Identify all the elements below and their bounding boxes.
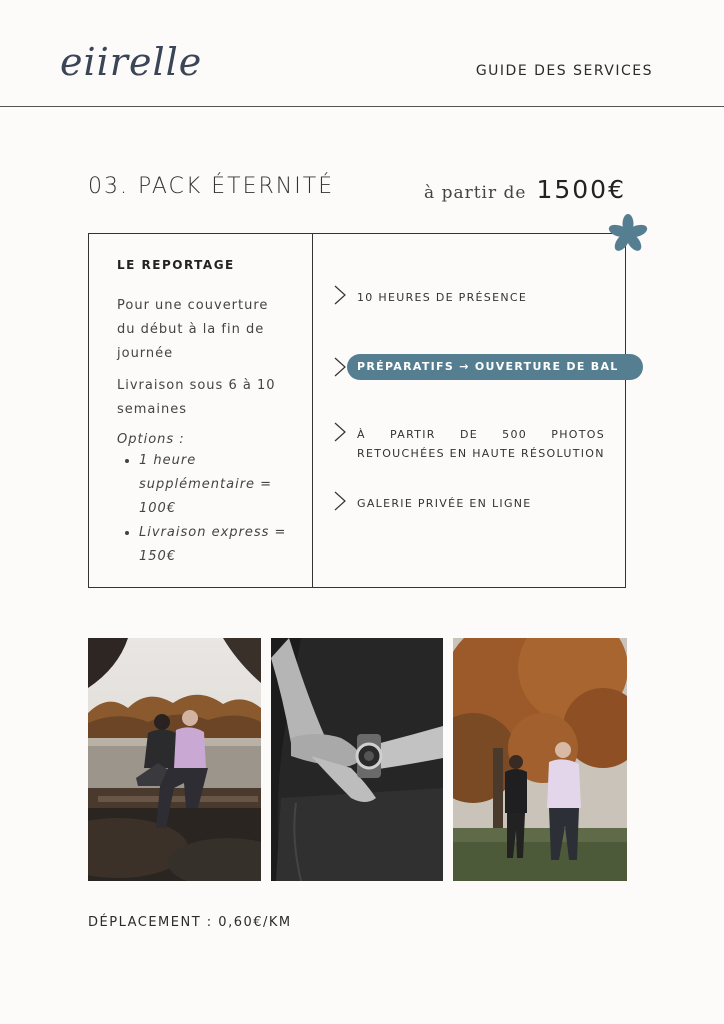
- option-item: • Livraison express = 150€: [139, 521, 292, 569]
- chevron-right-icon: [333, 491, 347, 511]
- document-title: GUIDE DES SERVICES: [475, 63, 653, 79]
- package-details-box: [88, 233, 626, 588]
- reportage-column: [117, 258, 292, 569]
- options-label: Options :: [117, 432, 185, 447]
- reportage-title: LE REPORTAGE: [117, 258, 235, 272]
- feature-highlight-pill: PRÉPARATIFS → OUVERTURE DE BAL: [347, 354, 643, 380]
- travel-fee-note: DÉPLACEMENT : 0,60€/KM: [88, 915, 292, 930]
- chevron-right-icon: [333, 357, 347, 377]
- feature-item: [333, 288, 609, 307]
- flower-icon: [608, 214, 648, 254]
- feature-text: À PARTIR DE 500 PHOTOS RETOUCHÉES EN HAUTE RÉSOLUTION: [357, 428, 605, 460]
- chevron-right-icon: [333, 285, 347, 305]
- coverage-text: Pour une couverture du début à la fin de journée: [117, 298, 269, 361]
- photo-couple-walking: [453, 638, 627, 881]
- price-value: 1500€: [536, 175, 626, 204]
- feature-text: 10 HEURES DE PRÉSENCE: [357, 291, 528, 304]
- reportage-description: [117, 294, 292, 422]
- price-line: [424, 175, 626, 204]
- feature-text: GALERIE PRIVÉE EN LIGNE: [357, 497, 532, 510]
- chevron-right-icon: [333, 422, 347, 442]
- photo-couple-dock: [88, 638, 261, 881]
- photo-hands-watch: [271, 638, 443, 881]
- column-divider: [312, 234, 313, 587]
- feature-item-highlight: [333, 354, 619, 380]
- brand-logo: eiirelle: [60, 40, 203, 84]
- feature-item: [333, 425, 609, 463]
- header-divider: [0, 106, 724, 107]
- feature-item: [333, 494, 609, 513]
- option-item: • 1 heure supplémentaire = 100€: [139, 449, 292, 521]
- options-list: [117, 449, 292, 569]
- delivery-text: Livraison sous 6 à 10 semaines: [117, 378, 276, 417]
- pack-title: 03. PACK ÉTERNITÉ: [88, 174, 335, 199]
- price-prefix: à partir de: [424, 183, 527, 203]
